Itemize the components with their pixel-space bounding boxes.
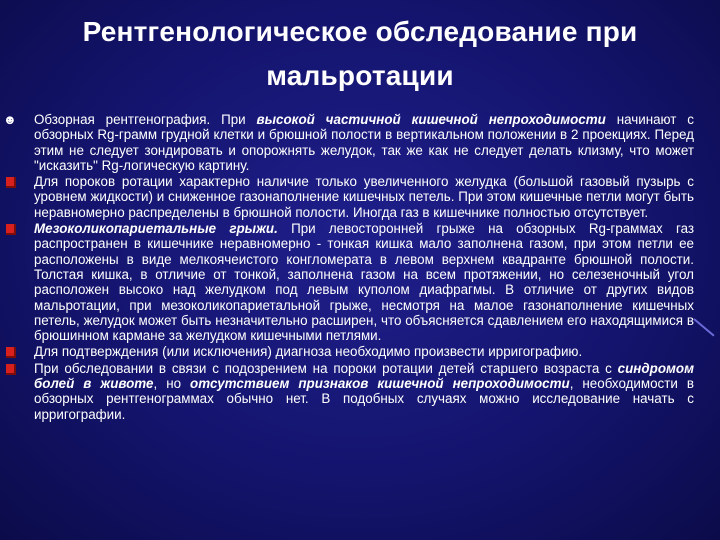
paragraph-mesocolic-hernia [34, 221, 694, 343]
paragraph-older-children [34, 361, 694, 422]
slide-body [3, 112, 695, 423]
paragraph-rotation-defects [34, 174, 694, 220]
emphasis-text: синдромом болей в животе [34, 360, 694, 392]
paragraph-text: Для пороков ротации характерно наличие только увеличенного желудка (большой газовый пузырь с уровнем жидкости) и сниженное газонаполнение кишечных петель. При этом кишечные петли могут быть неравномерно распределены в брюшной полости. Иногда газ в кишечнике полностью отсутствует. [34, 174, 694, 220]
paragraph-lead: Обзорная рентгенография. [34, 112, 211, 127]
red-square-icon [6, 364, 16, 375]
smiley-icon: ☻ [3, 112, 17, 127]
paragraph-text: При [210, 112, 257, 127]
paragraph-text: , необходимости в обзорных рентгенограммах обычно нет. В подобных случаях можно исследование начать с ирригографии. [34, 376, 694, 422]
paragraph-text: При обследовании в связи с подозрением на пороки ротации детей старшего возраста с [34, 360, 618, 376]
paragraph-text: начинают с обзорных Rg-грамм грудной клетки и брюшной полости в вертикальном положении в 2 проекциях. Перед этим не следует зондировать и опорожнять желудок, так же как не следует делать клизму, что может "исказить" Rg-логическую картину. [34, 112, 694, 173]
decorative-line [693, 318, 714, 336]
emphasis-text: отсутствием признаков кишечной непроходимости [190, 376, 570, 392]
emphasis-text: высокой частичной кишечной непроходимости [256, 112, 606, 127]
slide-title-line2: мальротации [266, 60, 454, 91]
slide-title [40, 10, 680, 98]
paragraph-overview-radiography [3, 112, 694, 173]
paragraph-lead: Мезоколикопариетальные грыжи. [34, 221, 278, 237]
paragraph-irrigography [34, 344, 694, 359]
red-square-icon [6, 347, 16, 358]
slide-title-line1: Рентгенологическое обследование при [82, 16, 638, 47]
paragraph-text: При левосторонней грыже на обзорных Rg-граммах газ распространен в кишечнике неравномерно - тонкая кишка мало заполнена газом, при этом петли ее расположены в виде мелкоячеистого конгломерата в левом верхнем квадранте брюшной полости. Толстая кишка, в отличие от тонкой, заполнена газом на всем протяжении, но селезеночный угол расположен высоко над желудком под левым куполом диафрагмы. В отличие от других видов мальротации, при мезоколикопариетальной грыже, несмотря на малое газонаполнение кишечных петель, желудок может быть незначительно расширен, что объясняется сдавлением его находящимися в брюшинном кармане за желудком кишечными петлями. [34, 221, 695, 344]
red-square-icon [6, 224, 16, 235]
red-square-icon [6, 177, 16, 188]
paragraph-text: Для подтверждения (или исключения) диагноза необходимо произвести ирригографию. [34, 344, 583, 360]
paragraph-text: , но [153, 376, 191, 392]
